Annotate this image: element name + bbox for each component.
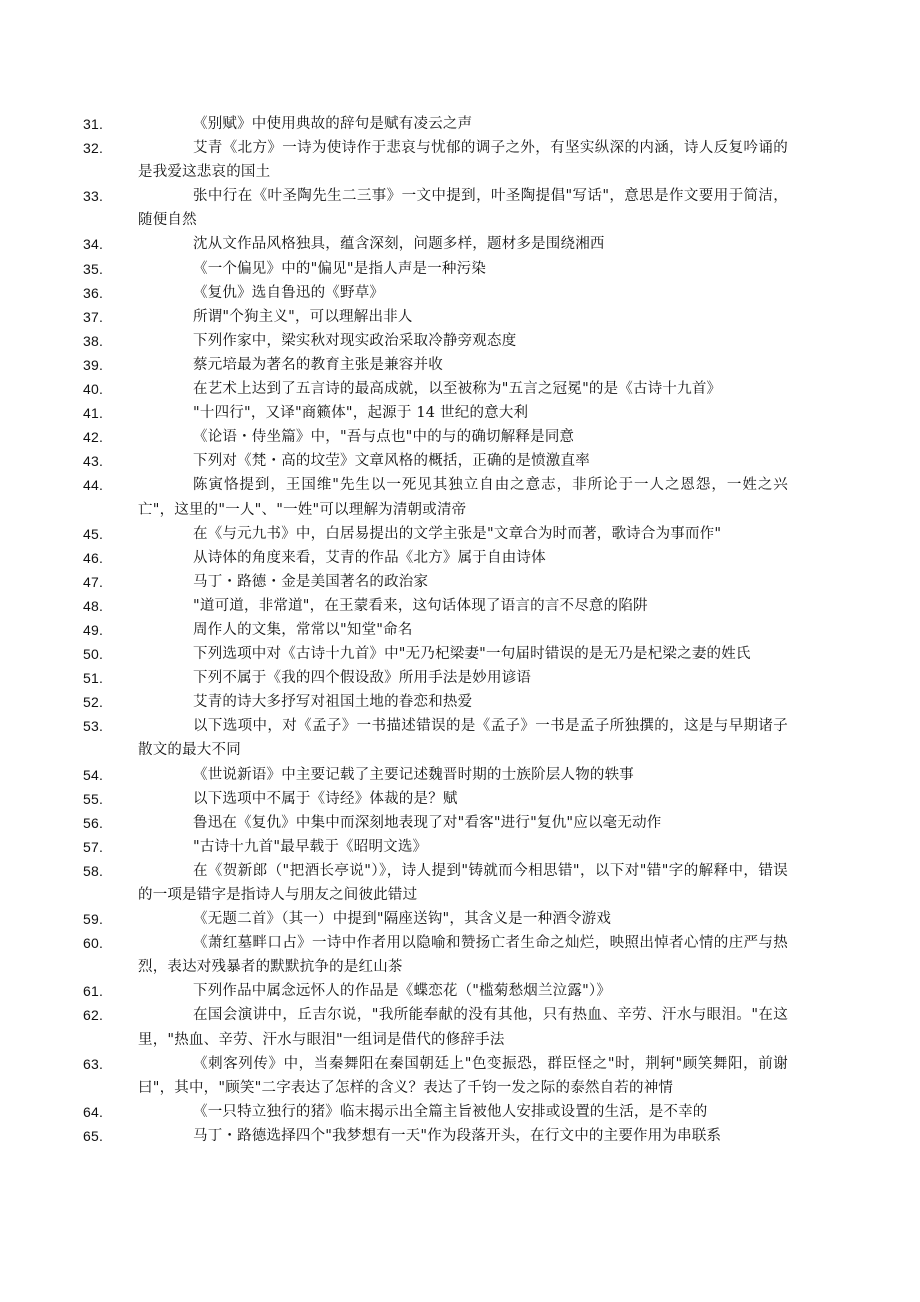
- item-text: 《复仇》选自鲁迅的《野草》: [193, 284, 385, 301]
- item-number: 38.: [83, 332, 104, 349]
- list-item: [83, 449, 788, 473]
- item-text: 周作人的文集，常常以"知堂"命名: [193, 621, 413, 638]
- item-text: 下列选项中对《古诗十九首》中"无乃杞梁妻"一句届时错误的是无乃是杞梁之妻的姓氏: [193, 646, 751, 663]
- question-list: [83, 112, 788, 1148]
- item-number: 62.: [83, 1007, 104, 1024]
- list-item: [83, 979, 788, 1003]
- item-number: 42.: [83, 429, 104, 446]
- item-text: 沈从文作品风格独具，蕴含深刻，问题多样，题材多是围绕湘西: [193, 236, 605, 253]
- item-text: 在艺术上达到了五言诗的最高成就，以至被称为"五言之冠冕"的是《古诗十九首》: [193, 381, 722, 398]
- item-text: 下列作家中，梁实秋对现实政治采取冷静旁观态度: [193, 332, 517, 349]
- item-text: 艾青《北方》一诗为使诗作于悲哀与忧郁的调子之外，有坚实纵深的内涵，诗人反复吟诵的是我爱这悲哀的国土: [138, 140, 788, 181]
- list-item: [83, 329, 788, 353]
- item-number: 60.: [83, 935, 104, 952]
- item-text: 在国会演讲中，丘吉尔说，"我所能奉献的没有其他，只有热血、辛劳、汗水与眼泪。"在这里，"热血、辛劳、汗水与眼泪"一组词是借代的修辞手法: [138, 1007, 788, 1048]
- list-item: [83, 859, 788, 907]
- item-number: 37.: [83, 308, 104, 325]
- item-number: 33.: [83, 188, 104, 205]
- list-item: [83, 112, 788, 136]
- item-number: 31.: [83, 116, 104, 132]
- list-item: [83, 546, 788, 570]
- item-text: 《无题二首》（其一）中提到"隔座送钩"，其含义是一种酒令游戏: [193, 911, 612, 928]
- item-number: 57.: [83, 838, 104, 855]
- item-text: 《世说新语》中主要记载了主要记述魏晋时期的士族阶层人物的轶事: [193, 766, 634, 783]
- item-number: 35.: [83, 260, 104, 277]
- list-item: [83, 473, 788, 521]
- item-text: 以下选项中，对《孟子》一书描述错误的是《孟子》一书是孟子所独撰的，这是与早期诸子散文的最大不同: [138, 718, 788, 759]
- item-text: 《论语・侍坐篇》中，"吾与点也"中的与的确切解释是同意: [193, 429, 575, 446]
- item-number: 40.: [83, 381, 104, 398]
- list-item: [83, 618, 788, 642]
- list-item: [83, 305, 788, 329]
- item-text: 《萧红墓畔口占》一诗中作者用以隐喻和赞扬亡者生命之灿烂，映照出悼者心情的庄严与热烈，表达对残暴者的默默抗争的是红山茶: [138, 935, 788, 976]
- list-item: [83, 353, 788, 377]
- item-number: 61.: [83, 983, 104, 1000]
- item-number: 46.: [83, 549, 104, 566]
- item-number: 39.: [83, 356, 104, 373]
- item-text: 《别赋》中使用典故的辞句是赋有凌云之声: [193, 116, 473, 132]
- list-item: [83, 184, 788, 232]
- item-text: "古诗十九首"最早载于《昭明文选》: [193, 838, 428, 855]
- item-number: 65.: [83, 1127, 104, 1144]
- item-number: 63.: [83, 1055, 104, 1072]
- list-item: [83, 787, 788, 811]
- list-item: [83, 1100, 788, 1124]
- item-number: 43.: [83, 453, 104, 470]
- item-text: 马丁・路德・金是美国著名的政治家: [193, 573, 429, 590]
- list-item: [83, 1052, 788, 1100]
- item-number: 58.: [83, 862, 104, 879]
- item-text: 张中行在《叶圣陶先生二三事》一文中提到，叶圣陶提倡"写话"，意思是作文要用于简洁，随便自然: [138, 188, 788, 229]
- item-number: 52.: [83, 694, 104, 711]
- item-text: 鲁迅在《复仇》中集中而深刻地表现了对"看客"进行"复仇"应以毫无动作: [193, 814, 662, 831]
- list-item: [83, 666, 788, 690]
- item-text: 在《与元九书》中，白居易提出的文学主张是"文章合为时而著，歌诗合为事而作": [193, 525, 722, 542]
- list-item: [83, 232, 788, 256]
- list-item: [83, 907, 788, 931]
- list-item: [83, 1003, 788, 1051]
- item-number: 45.: [83, 525, 104, 542]
- list-item: [83, 377, 788, 401]
- list-item: [83, 811, 788, 835]
- list-item: [83, 594, 788, 618]
- list-item: [83, 690, 788, 714]
- list-item: [83, 522, 788, 546]
- item-number: 49.: [83, 621, 104, 638]
- item-text: 蔡元培最为著名的教育主张是兼容并收: [193, 356, 443, 373]
- item-text: 《一只特立独行的猪》临末揭示出全篇主旨被他人安排或设置的生活，是不幸的: [193, 1103, 708, 1120]
- item-text: 在《贺新郎（"把酒长亭说"）》，诗人提到"铸就而今相思错"，以下对"错"字的解释中，错误的一项是错字是指诗人与朋友之间彼此错过: [138, 862, 788, 903]
- item-number: 32.: [83, 140, 104, 157]
- item-text: 艾青的诗大多抒写对祖国土地的眷恋和热爱: [193, 694, 473, 711]
- item-text: 下列不属于《我的四个假设敌》所用手法是妙用谚语: [193, 670, 532, 687]
- list-item: [83, 136, 788, 184]
- item-number: 56.: [83, 814, 104, 831]
- list-item: [83, 642, 788, 666]
- item-number: 34.: [83, 236, 104, 253]
- item-number: 55.: [83, 790, 104, 807]
- item-text: 《一个偏见》中的"偏见"是指人声是一种污染: [193, 260, 487, 277]
- item-number: 53.: [83, 718, 104, 735]
- item-text: 《刺客列传》中，当秦舞阳在秦国朝廷上"色变振恐，群臣怪之"时，荆轲"顾笑舞阳，前谢曰"，其中，"顾笑"二字表达了怎样的含义？表达了千钧一发之际的泰然自若的神情: [138, 1055, 788, 1096]
- list-item: [83, 714, 788, 762]
- list-item: [83, 763, 788, 787]
- item-number: 47.: [83, 573, 104, 590]
- item-number: 36.: [83, 284, 104, 301]
- item-text: 从诗体的角度来看，艾青的作品《北方》属于自由诗体: [193, 549, 546, 566]
- list-item: [83, 835, 788, 859]
- item-number: 50.: [83, 646, 104, 663]
- list-item: [83, 1124, 788, 1148]
- list-item: [83, 425, 788, 449]
- list-item: [83, 401, 788, 425]
- list-item: [83, 281, 788, 305]
- item-text: 下列作品中属念远怀人的作品是《蝶恋花（"槛菊愁烟兰泣露"）》: [193, 983, 612, 1000]
- item-number: 44.: [83, 477, 104, 494]
- list-item: [83, 570, 788, 594]
- item-text: "道可道，非常道"，在王蒙看来，这句话体现了语言的言不尽意的陷阱: [193, 597, 648, 614]
- item-number: 48.: [83, 597, 104, 614]
- item-number: 41.: [83, 405, 104, 422]
- item-text: 陈寅恪提到，王国维"先生以一死见其独立自由之意志，非所论于一人之恩怨，一姓之兴亡"，这里的"一人"、"一姓"可以理解为清朝或清帝: [138, 477, 788, 518]
- item-text: 以下选项中不属于《诗经》体裁的是？赋: [193, 790, 458, 807]
- item-number: 64.: [83, 1103, 104, 1120]
- item-text: "十四行"，又译"商籁体"，起源于 14 世纪的意大利: [193, 405, 529, 422]
- item-text: 马丁・路德选择四个"我梦想有一天"作为段落开头，在行文中的主要作用为串联系: [193, 1127, 722, 1144]
- item-number: 54.: [83, 766, 104, 783]
- item-number: 59.: [83, 911, 104, 928]
- item-text: 所谓"个狗主义"，可以理解出非人: [193, 308, 413, 325]
- list-item: [83, 257, 788, 281]
- item-number: 51.: [83, 670, 104, 687]
- item-text: 下列对《梵・高的坟茔》文章风格的概括，正确的是愤激直率: [193, 453, 590, 470]
- list-item: [83, 931, 788, 979]
